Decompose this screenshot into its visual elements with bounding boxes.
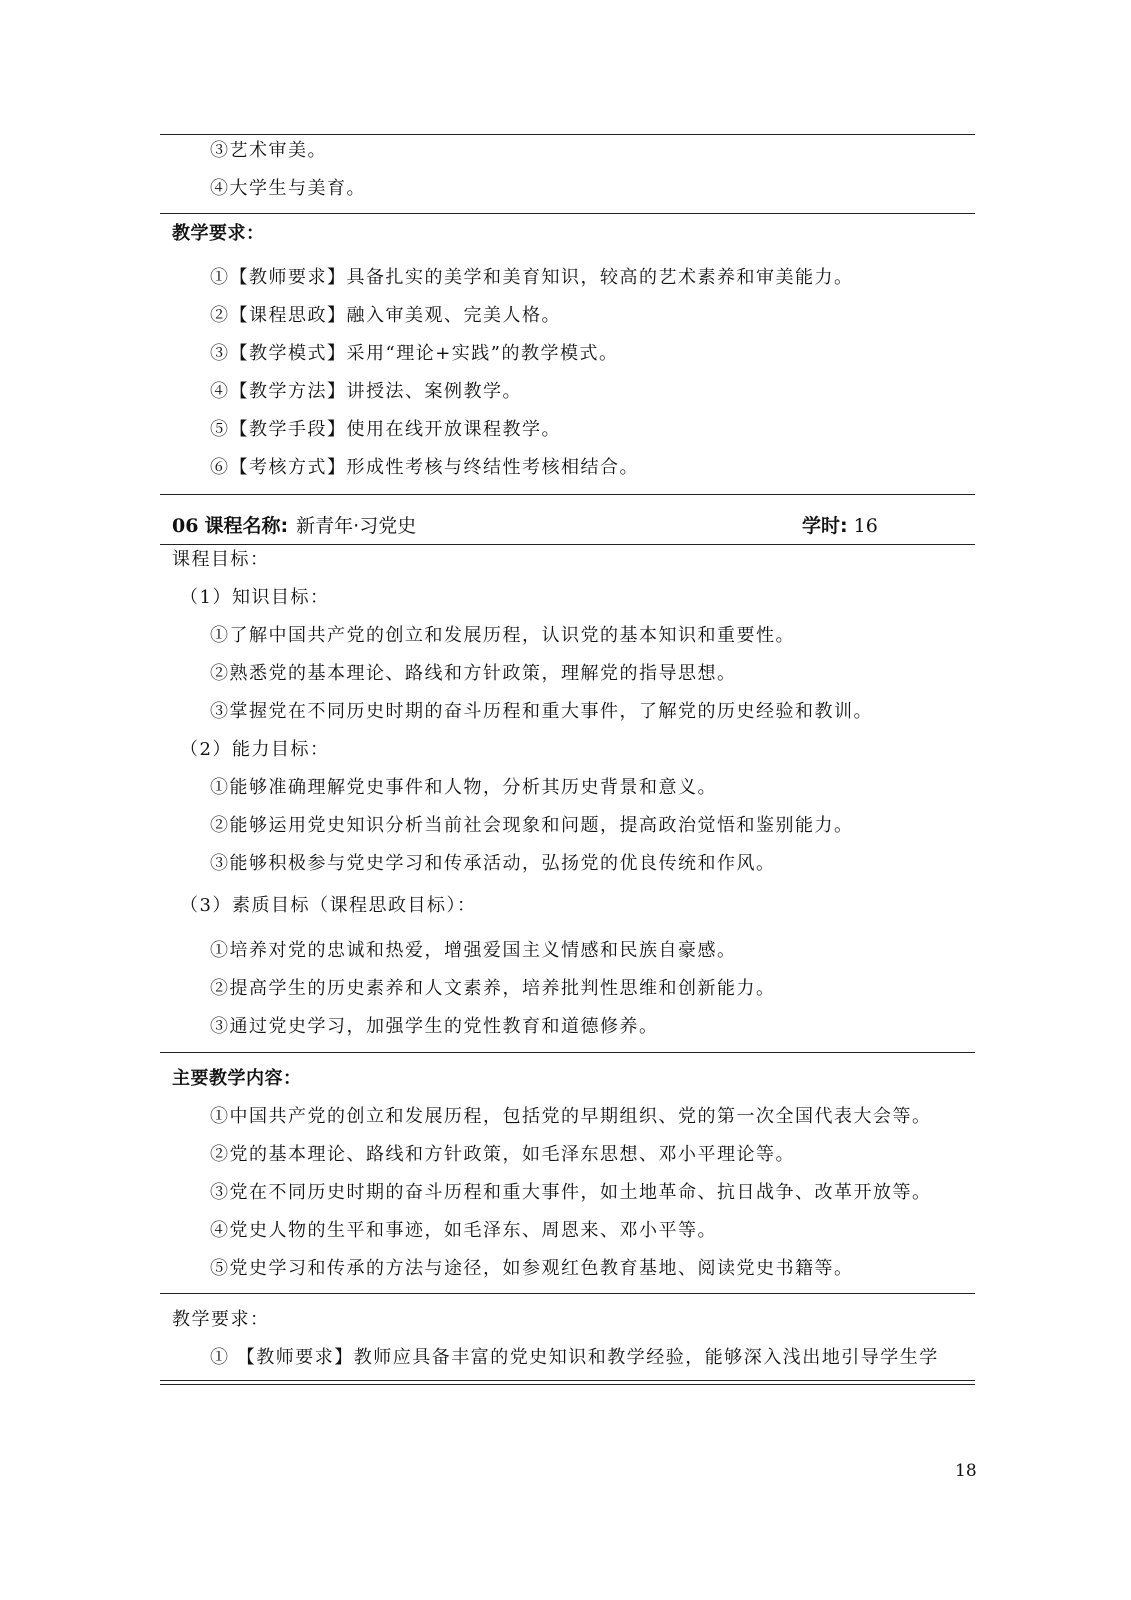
course-hours: [802, 514, 878, 538]
ability-item: ①能够准确理解党史事件和人物，分析其历史背景和意义。: [210, 777, 717, 798]
hours-label: 学时:: [802, 515, 848, 537]
course-number: 06: [172, 515, 199, 537]
row-divider: [160, 494, 975, 495]
row-divider: [160, 1052, 975, 1053]
table-top-border: [160, 134, 975, 135]
requirement-item: ① 【教师要求】教师应具备丰富的党史知识和教学经验，能够深入浅出地引导学生学: [210, 1347, 939, 1368]
objectives-heading: 课程目标：: [172, 549, 270, 570]
ability-item: ③能够积极参与党史学习和传承活动，弘扬党的优良传统和作风。: [210, 853, 776, 874]
requirement-item: ①【教师要求】具备扎实的美学和美育知识，较高的艺术素养和审美能力。: [210, 267, 854, 288]
content-item: ①中国共产党的创立和发展历程，包括党的早期组织、党的第一次全国代表大会等。: [210, 1106, 932, 1127]
course-title-row: [172, 514, 962, 538]
requirement-item: ⑤【教学手段】使用在线开放课程教学。: [210, 419, 561, 440]
content-item: ④大学生与美育。: [210, 178, 366, 199]
requirements-heading: 教学要求：: [172, 1309, 270, 1330]
content-item: ②党的基本理论、路线和方针政策，如毛泽东思想、邓小平理论等。: [210, 1144, 795, 1165]
knowledge-item: ①了解中国共产党的创立和发展历程，认识党的基本知识和重要性。: [210, 625, 795, 646]
content-item: ③党在不同历史时期的奋斗历程和重大事件，如土地革命、抗日战争、改革开放等。: [210, 1182, 932, 1203]
quality-item: ②提高学生的历史素养和人文素养，培养批判性思维和创新能力。: [210, 978, 776, 999]
quality-item: ①培养对党的忠诚和热爱，增强爱国主义情感和民族自豪感。: [210, 940, 737, 961]
content-item: ⑤党史学习和传承的方法与途径，如参观红色教育基地、阅读党史书籍等。: [210, 1258, 854, 1279]
course-name: 新青年·习党史: [296, 515, 417, 537]
row-divider: [160, 544, 975, 545]
row-divider: [160, 213, 975, 214]
requirement-item: ③【教学模式】采用“理论+实践”的教学模式。: [210, 343, 619, 364]
ability-item: ②能够运用党史知识分析当前社会现象和问题，提高政治觉悟和鉴别能力。: [210, 815, 854, 836]
knowledge-item: ②熟悉党的基本理论、路线和方针政策，理解党的指导思想。: [210, 663, 737, 684]
row-divider: [160, 1293, 975, 1294]
page-number: 18: [955, 1461, 977, 1481]
requirement-item: ②【课程思政】融入审美观、完美人格。: [210, 305, 561, 326]
ability-heading: （2）能力目标：: [180, 739, 330, 760]
content-item: ④党史人物的生平和事迹，如毛泽东、周恩来、邓小平等。: [210, 1220, 717, 1241]
quality-heading: （3）素质目标（课程思政目标）：: [180, 895, 477, 916]
quality-item: ③通过党史学习，加强学生的党性教育和道德修养。: [210, 1016, 659, 1037]
course-name-label: 课程名称:: [204, 515, 289, 537]
content-heading: 主要教学内容：: [172, 1068, 302, 1089]
table-bottom-border: [160, 1380, 975, 1385]
knowledge-item: ③掌握党在不同历史时期的奋斗历程和重大事件，了解党的历史经验和教训。: [210, 701, 873, 722]
requirement-item: ⑥【考核方式】形成性考核与终结性考核相结合。: [210, 457, 639, 478]
requirement-item: ④【教学方法】讲授法、案例教学。: [210, 381, 522, 402]
content-item: ③艺术审美。: [210, 140, 327, 161]
knowledge-heading: （1）知识目标：: [180, 587, 330, 608]
hours-value: 16: [853, 515, 878, 537]
requirements-heading: 教学要求：: [172, 223, 265, 244]
